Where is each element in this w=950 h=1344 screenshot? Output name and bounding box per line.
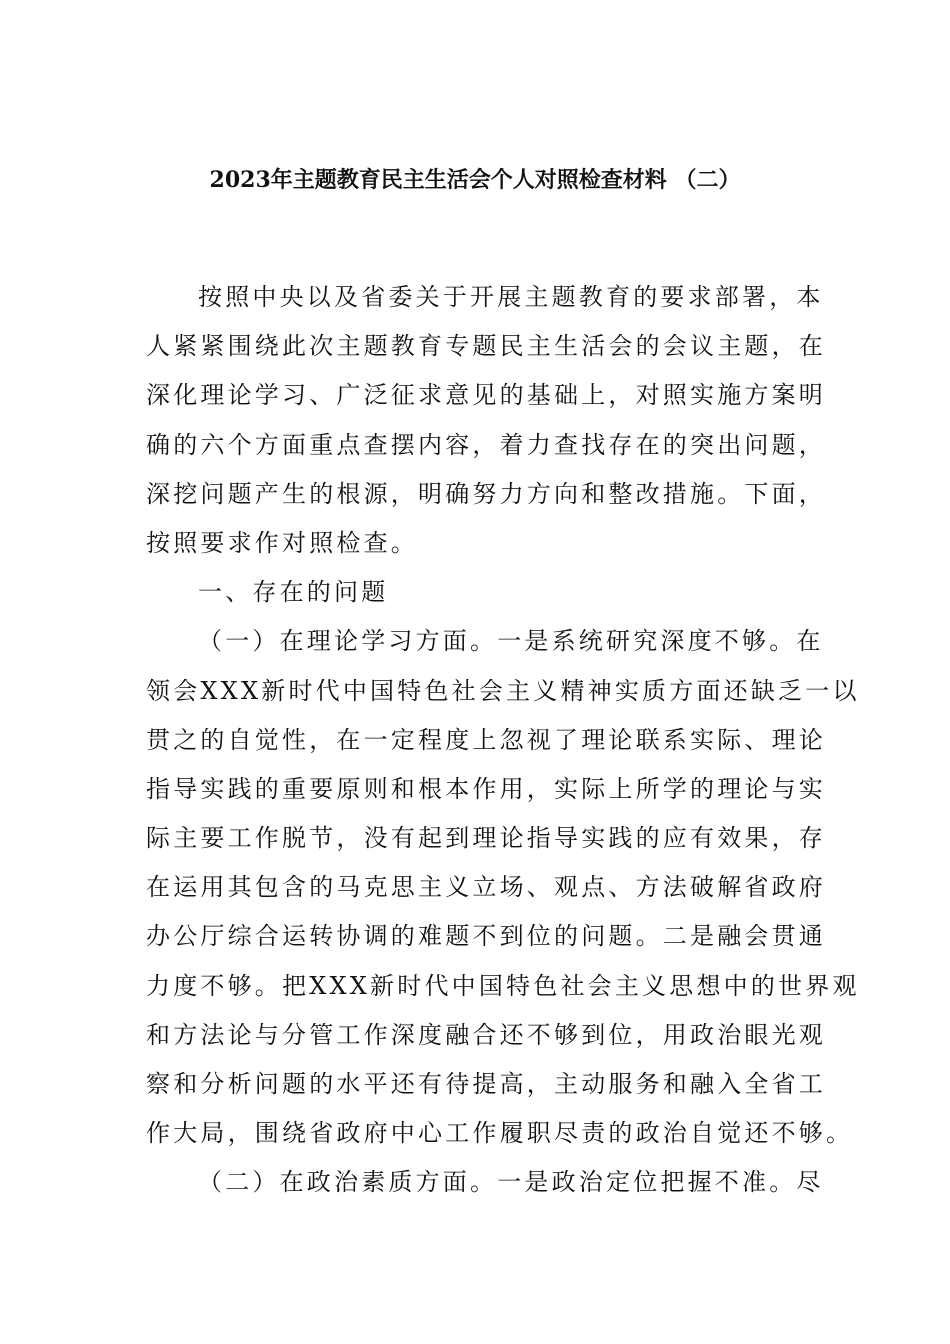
paragraph-line: 按照要求作对照检查。 [146, 528, 418, 557]
paragraph-line: 和方法论与分管工作深度融合还不够到位，用政治眼光观 [146, 1020, 826, 1049]
document-body [146, 273, 860, 1208]
paragraph-line: 领会XXX新时代中国特色社会主义精神实质方面还缺乏一以 [146, 676, 860, 705]
paragraph-line: （一）在理论学习方面。一是系统研究深度不够。在 [198, 627, 824, 656]
paragraph-line: 深化理论学习、广泛征求意见的基础上，对照实施方案明 [146, 381, 826, 410]
paragraph-line: 办公厅综合运转协调的难题不到位的问题。二是融会贯通 [146, 922, 826, 951]
paragraph-line: 在运用其包含的马克思主义立场、观点、方法破解省政府 [146, 873, 826, 902]
paragraph-line: 际主要工作脱节，没有起到理论指导实践的应有效果，存 [146, 824, 826, 853]
paragraph-line: 力度不够。把XXX新时代中国特色社会主义思想中的世界观 [146, 971, 860, 1000]
document-title: 2023年主题教育民主生活会个人对照检查材料 （二） [209, 167, 741, 193]
paragraph-line: 察和分析问题的水平还有待提高，主动服务和融入全省工 [146, 1070, 826, 1098]
paragraph-line: 人紧紧围绕此次主题教育专题民主生活会的会议主题，在 [146, 332, 826, 361]
paragraph-line: 深挖问题产生的根源，明确努力方向和整改措施。下面， [146, 479, 826, 508]
paragraph-line: 贯之的自觉性，在一定程度上忽视了理论联系实际、理论 [146, 725, 826, 754]
section-heading: 一、存在的问题 [198, 578, 389, 607]
paragraph-line: 作大局，围绕省政府中心工作履职尽责的政治自觉还不够。 [146, 1119, 854, 1148]
paragraph-line: 按照中央以及省委关于开展主题教育的要求部署，本 [198, 283, 824, 311]
paragraph-line: 指导实践的重要原则和根本作用，实际上所学的理论与实 [146, 774, 826, 803]
paragraph-line: （二）在政治素质方面。一是政治定位把握不准。尽 [198, 1168, 824, 1197]
paragraph-line: 确的六个方面重点查摆内容，着力查找存在的突出问题， [146, 430, 826, 459]
